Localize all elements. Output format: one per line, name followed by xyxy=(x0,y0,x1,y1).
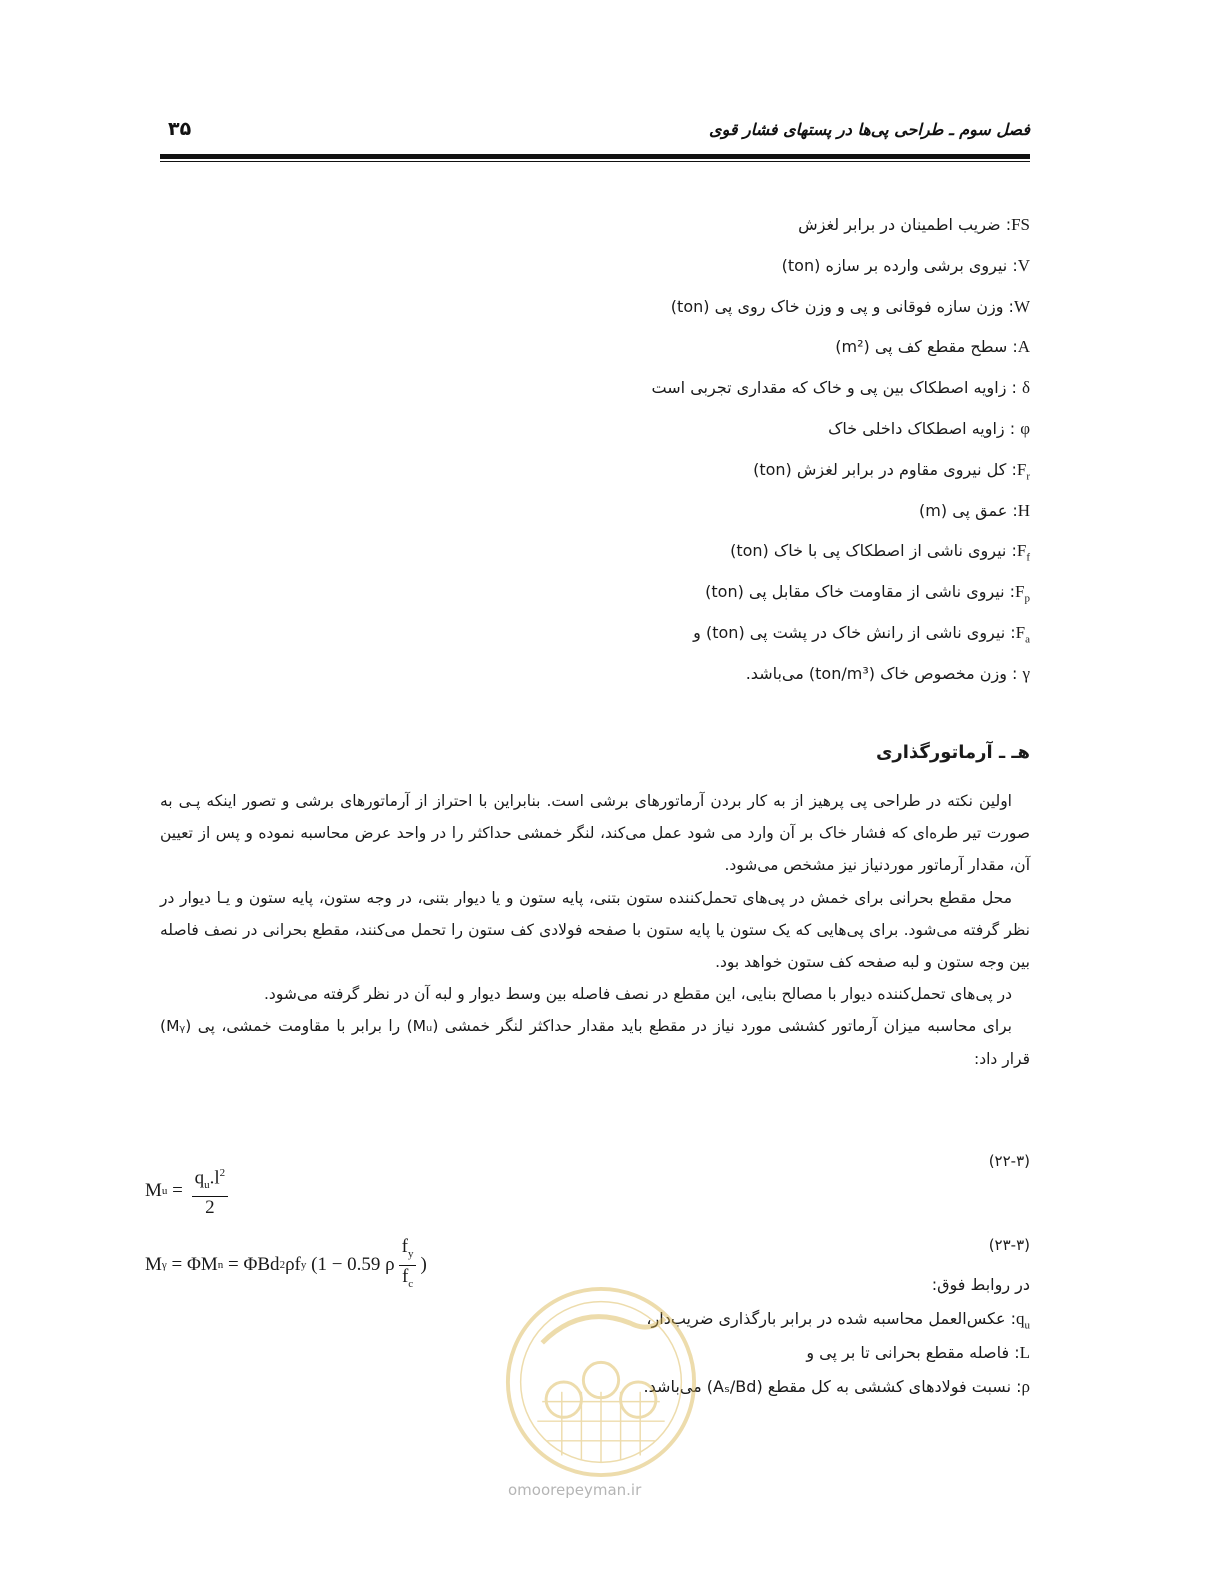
paragraph: اولین نکته در طراحی پی پرهیز از به کار بردن آرماتورهای برشی است. بنابراین با احتراز از آرماتورهای برشی و تصور اینکه پـی به صورت تیر طره‌ای که فشار خاک بر آن وارد می شود عمل می‌کند، لنگر خمشی حداکثر را در واحد عرض محاسبه نموده و پس از تعیین آن، مقدار آرماتور موردنیاز نیز مشخص می‌شود. xyxy=(160,792,1030,875)
chapter-title: فصل سوم ـ طراحی پی‌ها در پستهای فشار قوی xyxy=(709,120,1030,139)
definition-item xyxy=(330,330,1030,371)
definition-item xyxy=(330,657,1030,698)
definition-symbol: $F_r$ xyxy=(1016,459,1030,483)
definition-item xyxy=(330,208,1030,249)
definition-text: : نیروی ناشی از اصطکاک پی با خاک (ton) xyxy=(730,541,1017,561)
definition-text: : نیروی ناشی از رانش خاک در پشت پی (ton) و xyxy=(693,622,1016,642)
definition-item xyxy=(330,494,1030,535)
definition-item xyxy=(330,453,1030,494)
fraction: $\frac{q_u.l^2}{2}$ xyxy=(192,1162,229,1219)
definition-item xyxy=(330,1370,1030,1404)
definition-symbol: A xyxy=(1017,337,1030,357)
definition-text: : ضریب اطمینان در برابر لغزش xyxy=(798,215,1012,234)
definition-symbol: FS xyxy=(1011,215,1030,234)
definition-symbol: δ xyxy=(1021,378,1030,398)
definition-text: : زاویه اصطکاک داخلی خاک xyxy=(828,418,1021,438)
definition-text: : عمق پی (m) xyxy=(919,500,1018,520)
definition-symbol: γ xyxy=(1022,663,1030,683)
definition-item xyxy=(330,371,1030,412)
equation-number: (۲۲-۳) xyxy=(988,1152,1030,1170)
page-header xyxy=(160,118,1030,148)
definition-text: : فاصله مقطع بحرانی تا بر پی و xyxy=(806,1343,1020,1362)
definition-text: : نیروی برشی وارده بر سازه (ton) xyxy=(781,255,1018,275)
definition-item xyxy=(330,616,1030,657)
watermark-url: omoorepeyman.ir xyxy=(508,1481,642,1499)
definition-text: : وزن مخصوص خاک (ton/m³) می‌باشد. xyxy=(745,663,1023,683)
section-heading: هـ ـ آرماتورگذاری xyxy=(875,742,1030,763)
variable-list xyxy=(330,1268,1030,1404)
definition-item xyxy=(330,412,1030,453)
equation-resistance: M γ = ΦM n = ΦBd 2 ρf y (1 − 0.59 ρ $\frac{f_y}{f_c}$ ) xyxy=(145,1236,427,1295)
paragraph: برای محاسبه میزان آرماتور کششی مورد نیاز در مقطع باید مقدار حداکثر لنگر خمشی (Mᵤ) را برابر با مقاومت خمشی، پی (Mᵧ) قرار داد: xyxy=(160,1017,1030,1068)
paragraph: در پی‌های تحمل‌کننده دیوار با مصالح بنایی، این مقطع در نصف فاصله بین وسط دیوار و لبه آن در نظر گرفته می‌شود. xyxy=(264,985,1012,1004)
body-text xyxy=(160,785,1030,1075)
definition-item xyxy=(330,534,1030,575)
definition-text: : نیروی ناشی از مقاومت خاک مقابل پی (ton) xyxy=(705,582,1016,602)
definition-text: : عکس‌العمل محاسبه شده در برابر بارگذاری ضریب‌دار، xyxy=(646,1309,1016,1328)
definition-symbol: $F_f$ xyxy=(1016,541,1030,564)
definition-symbol: V xyxy=(1017,255,1030,275)
fraction: $\frac{f_y}{f_c}$ xyxy=(399,1236,417,1295)
definition-item xyxy=(330,1302,1030,1336)
definition-item xyxy=(330,290,1030,331)
equation-moment: M u = $\frac{q_u.l^2}{2}$ xyxy=(145,1162,232,1219)
definition-item xyxy=(330,575,1030,616)
definition-text: : نسبت فولادهای کششی به کل مقطع (Aₛ/Bd) می‌باشد. xyxy=(643,1377,1022,1396)
definition-symbol: $q_u$ xyxy=(1016,1309,1030,1332)
paragraph: محل مقطع بحرانی برای خمش در پی‌های تحمل‌کننده ستون بتنی، پایه ستون و یا دیوار بتنی، در وجه ستون، پایه ستون و یـا دیوار در نظر گرفته می‌شود. برای پی‌هایی که یک ستون یا پایه ستون با صفحه فولادی کف ستون را تحمل می‌کنند، مقطع بحرانی در نصف فاصله بین وجه ستون و لبه صفحه کف ستون خواهد بود. xyxy=(160,888,1030,972)
definition-symbol: W xyxy=(1013,296,1030,316)
definition-symbol: φ xyxy=(1020,418,1030,438)
equation-number: (۲۳-۳) xyxy=(988,1236,1030,1254)
definition-symbol: $F_a$ xyxy=(1015,622,1030,646)
definition-symbol: L xyxy=(1019,1343,1030,1362)
definition-text: : زاویه اصطکاک بین پی و خاک که مقداری تجربی است xyxy=(651,378,1022,398)
header-rule-thin xyxy=(160,161,1030,162)
definition-symbol: H xyxy=(1017,500,1030,520)
variable-intro: در روابط فوق: xyxy=(931,1275,1030,1294)
definition-text: : کل نیروی مقاوم در برابر لغزش (ton) xyxy=(753,459,1017,479)
definition-item xyxy=(330,249,1030,290)
definition-text: : وزن سازه فوقانی و پی و وزن خاک روی پی (ton) xyxy=(670,296,1014,316)
page-number: ۳۵ xyxy=(168,118,192,140)
definition-item xyxy=(330,1336,1030,1370)
definition-symbol: ρ xyxy=(1021,1377,1030,1396)
definition-text: : سطح مقطع کف پی (m²) xyxy=(835,337,1018,357)
definition-list xyxy=(330,208,1030,698)
header-rule-thick xyxy=(160,154,1030,159)
definition-symbol: $F_p$ xyxy=(1015,582,1030,605)
